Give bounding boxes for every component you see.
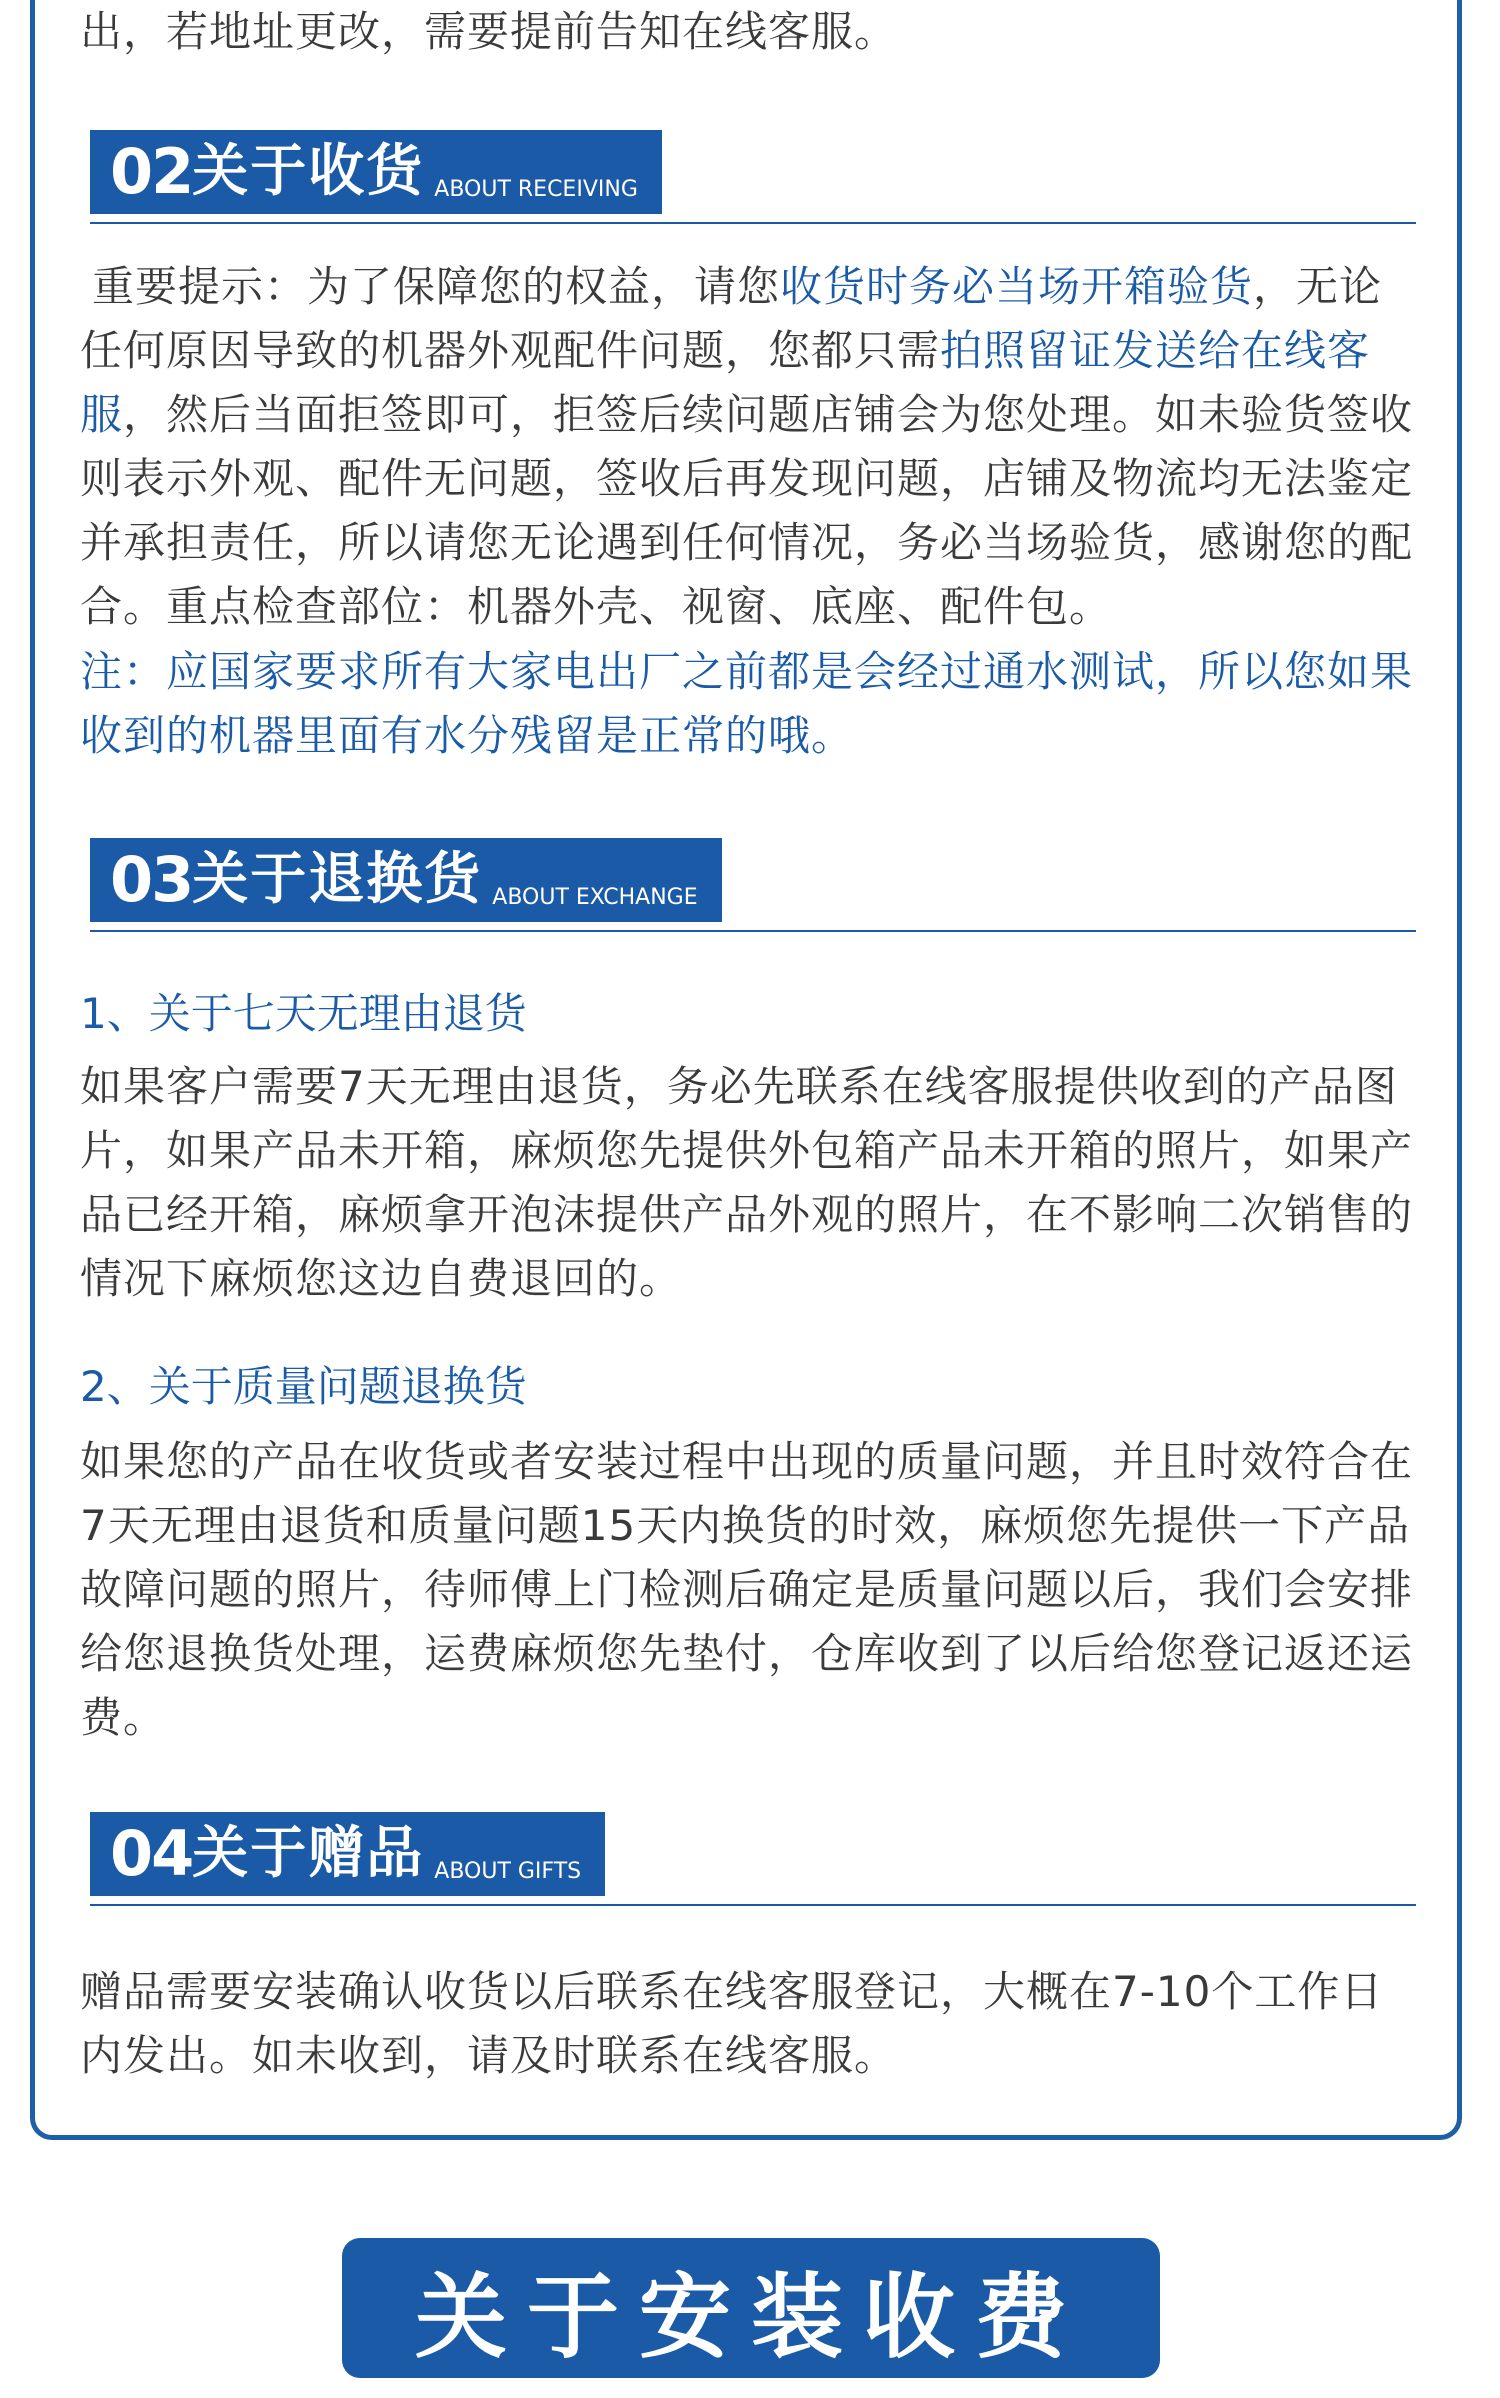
receiving-highlight: 拍照留证发送给在线客服 — [80, 326, 1371, 439]
exchange-subheading-1: 1、关于七天无理由退货 — [80, 989, 527, 1038]
section-divider — [90, 930, 1416, 932]
section-subtitle: ABOUT EXCHANGE — [492, 885, 698, 910]
intro-tail-text: 出，若地址更改，需要提前告知在线客服。 — [80, 7, 898, 56]
section-number: 04 — [110, 1817, 193, 1890]
section-header-gifts — [90, 1812, 605, 1896]
install-fee-banner: 关于安装收费 — [342, 2238, 1160, 2378]
receiving-paragraph — [80, 255, 1420, 639]
receiving-highlight: 收货时务必当场开箱验货 — [780, 262, 1254, 311]
gifts-paragraph: 赠品需要安装确认收货以后联系在线客服登记，大概在7-10个工作日内发出。如未收到，请及时联系在线客服。 — [80, 1967, 1384, 2080]
section-title: 关于收货 — [192, 139, 425, 204]
exchange-subheading-2: 2、关于质量问题退换货 — [80, 1362, 527, 1411]
exchange-paragraph-1: 如果客户需要7天无理由退货，务必先联系在线客服提供收到的产品图片，如果产品未开箱，麻烦您先提供外包箱产品未开箱的照片，如果产品已经开箱，麻烦拿开泡沫提供产品外观的照片，在不影响二次销售的情况下麻烦您这边自费退回的。 — [80, 1062, 1414, 1303]
receiving-text-part: ，然后当面拒签即可，拒签后续问题店铺会为您处理。如未验货签收则表示外观、配件无问题，签收后再发现问题，店铺及物流均无法鉴定并承担责任，所以请您无论遇到任何情况，务必当场验货，感谢您的配合。重点检查部位：机器外壳、视窗、底座、配件包。 — [80, 390, 1414, 631]
receiving-text-part: ，无论任何原因导致的机器外观配件问题，您都只需 — [80, 262, 1383, 375]
section-header-receiving — [90, 130, 662, 214]
section-number: 03 — [110, 843, 193, 916]
section-subtitle: ABOUT RECEIVING — [434, 177, 638, 202]
section-subtitle: ABOUT GIFTS — [434, 1859, 582, 1884]
section-title: 关于赠品 — [192, 1821, 425, 1886]
section-title: 关于退换货 — [192, 847, 483, 912]
exchange-paragraph-2: 如果您的产品在收货或者安装过程中出现的质量问题，并且时效符合在7天无理由退货和质量问题15天内换货的时效，麻烦您先提供一下产品故障问题的照片，待师傅上门检测后确定是质量问题以后，我们会安排给您退换货处理，运费麻烦您先垫付，仓库收到了以后给您登记返还运费。 — [80, 1437, 1414, 1742]
section-header-exchange — [90, 838, 722, 922]
section-divider — [90, 222, 1416, 224]
receiving-note: 注：应国家要求所有大家电出厂之前都是会经过通水测试，所以您如果收到的机器里面有水分残留是正常的哦。 — [80, 647, 1414, 760]
section-number: 02 — [110, 135, 193, 208]
section-divider — [90, 1904, 1416, 1906]
receiving-text-part: 重要提示：为了保障您的权益，请您 — [92, 262, 781, 311]
